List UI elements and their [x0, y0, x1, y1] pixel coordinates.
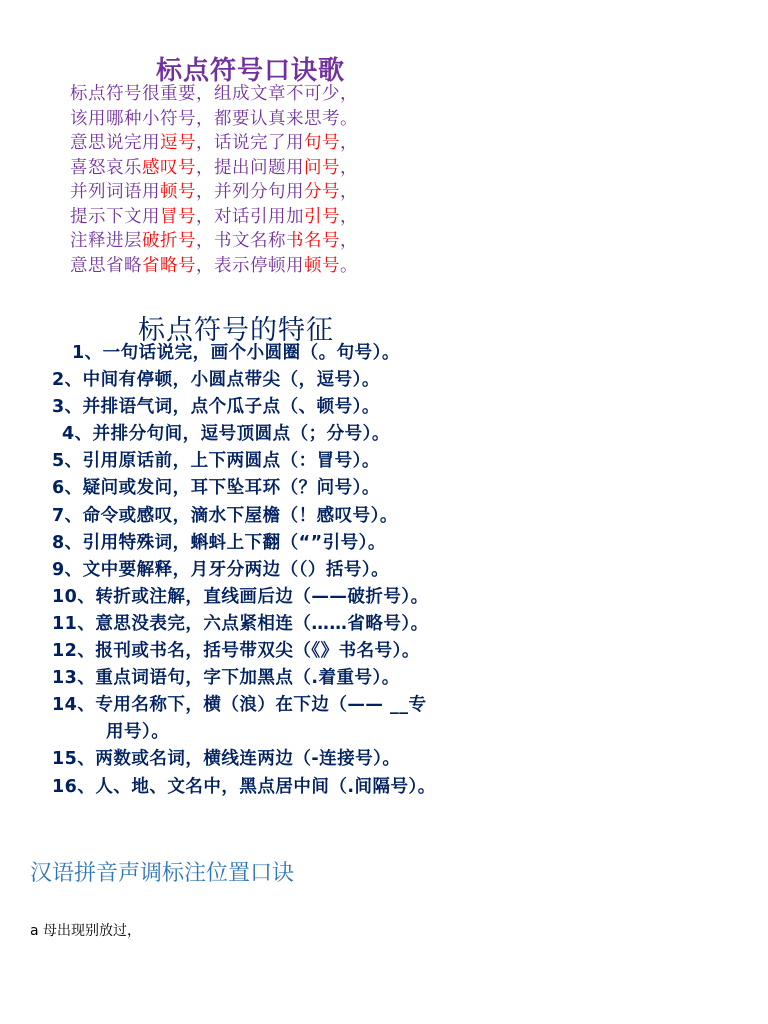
feature-item	[52, 503, 522, 530]
feature-text: 15、两数或名词，横线连两边（-连接号）。	[52, 749, 401, 770]
feature-text: 5、引用原话前，上下两圆点（：冒号）。	[52, 451, 380, 472]
punctuation-name: 句号	[304, 133, 340, 153]
punctuation-name: 冒号	[160, 206, 196, 227]
rhyme-text: ，并列分句用	[196, 182, 304, 202]
punctuation-name: 顿号	[304, 255, 340, 276]
feature-text: 13、重点词语句，字下加黑点（.着重号）。	[52, 668, 400, 689]
features-list	[52, 340, 522, 801]
feature-item	[52, 530, 522, 557]
feature-item	[52, 448, 522, 475]
rhyme-text: ，提出问题用	[196, 157, 304, 178]
feature-text: 3、并排语气词，点个瓜子点（、顿号）。	[52, 397, 380, 418]
feature-text: 16、人、地、文名中，黑点居中间（.间隔号）。	[52, 776, 436, 797]
pinyin-tone-title: 汉语拼音声调标注位置口诀	[30, 861, 295, 886]
punctuation-name: 引号	[304, 206, 340, 227]
pinyin-rhyme-line: a 母出现别放过，	[30, 923, 142, 939]
rhyme-text: 并列词语用	[70, 182, 160, 202]
feature-text: 9、文中要解释，月牙分两边（（）括号）。	[52, 559, 390, 580]
feature-text: 12、报刊或书名，括号带双尖（《》书名号）。	[52, 641, 420, 662]
rhyme-line	[70, 82, 358, 107]
feature-text: 6、疑问或发问，耳下坠耳环（？问号）。	[52, 478, 380, 499]
feature-text: 7、命令或感叹，滴水下屋檐（！感叹号）。	[52, 505, 398, 526]
rhyme-text: ，	[340, 157, 358, 178]
feature-text: 2、中间有停顿，小圆点带尖（，逗号）。	[52, 370, 380, 391]
rhyme-text: ，	[340, 231, 358, 251]
feature-item	[52, 611, 522, 638]
feature-text: 14、专用名称下，横（浪）在下边（—— __专	[52, 695, 427, 716]
feature-text: 4、并排分句间，逗号顶圆点（；分号）。	[62, 424, 390, 445]
rhyme-text: 意思省略	[70, 255, 142, 276]
feature-item	[52, 584, 522, 611]
punctuation-name: 分号	[304, 182, 340, 202]
rhyme-text: ，	[340, 182, 358, 202]
feature-text: 10、转折或注解，直线画后边（——破折号）。	[52, 586, 429, 607]
feature-item	[52, 475, 522, 502]
punctuation-name: 问号	[304, 157, 340, 178]
punctuation-name: 书名号	[286, 231, 340, 251]
rhyme-title: 标点符号口诀歌	[156, 56, 346, 86]
feature-item	[52, 340, 522, 367]
feature-text: 11、意思没表完，六点紧相连（……省略号）。	[52, 613, 429, 634]
feature-item	[52, 692, 522, 746]
feature-item	[52, 746, 522, 773]
punctuation-name: 逗号	[160, 133, 196, 153]
feature-text: 1、一句话说完，画个小圆圈（。句号）。	[72, 343, 400, 363]
rhyme-text: ，	[340, 133, 358, 153]
rhyme-line	[70, 131, 358, 156]
rhyme-line	[70, 107, 358, 132]
rhyme-line	[70, 180, 358, 205]
punctuation-name: 顿号	[160, 182, 196, 202]
rhyme-text: 该用哪种小符号，都要认真来思考。	[70, 108, 358, 129]
feature-text: 8、引用特殊词，蝌蚪上下翻（“”引号）。	[52, 532, 386, 553]
feature-text-continued: 用号）。	[106, 722, 170, 743]
punctuation-name: 感叹号	[142, 157, 196, 178]
feature-item	[52, 638, 522, 665]
rhyme-line	[70, 156, 358, 181]
rhyme-text: 喜怒哀乐	[70, 157, 142, 178]
feature-item	[52, 774, 522, 801]
punctuation-rhyme	[70, 82, 358, 278]
rhyme-line	[70, 254, 358, 279]
feature-item	[52, 557, 522, 584]
rhyme-text: ，话说完了用	[196, 133, 304, 153]
rhyme-text: 标点符号很重要，组成文章不可少，	[70, 84, 358, 104]
rhyme-line	[70, 205, 358, 230]
rhyme-text: ，对话引用加	[196, 206, 304, 227]
feature-item	[52, 367, 522, 394]
rhyme-line	[70, 229, 358, 254]
rhyme-text: 提示下文用	[70, 206, 160, 227]
punctuation-name: 破折号	[142, 231, 196, 251]
feature-item	[52, 421, 522, 448]
feature-item	[52, 665, 522, 692]
feature-item	[52, 394, 522, 421]
rhyme-text: ，表示停顿用	[196, 255, 304, 276]
rhyme-text: ，书文名称	[196, 231, 286, 251]
rhyme-text: 。	[340, 255, 358, 276]
punctuation-name: 省略号	[142, 255, 196, 276]
features-title: 标点符号的特征	[138, 315, 334, 346]
rhyme-text: 注释进层	[70, 231, 142, 251]
rhyme-text: 意思说完用	[70, 133, 160, 153]
rhyme-text: ，	[340, 206, 358, 227]
